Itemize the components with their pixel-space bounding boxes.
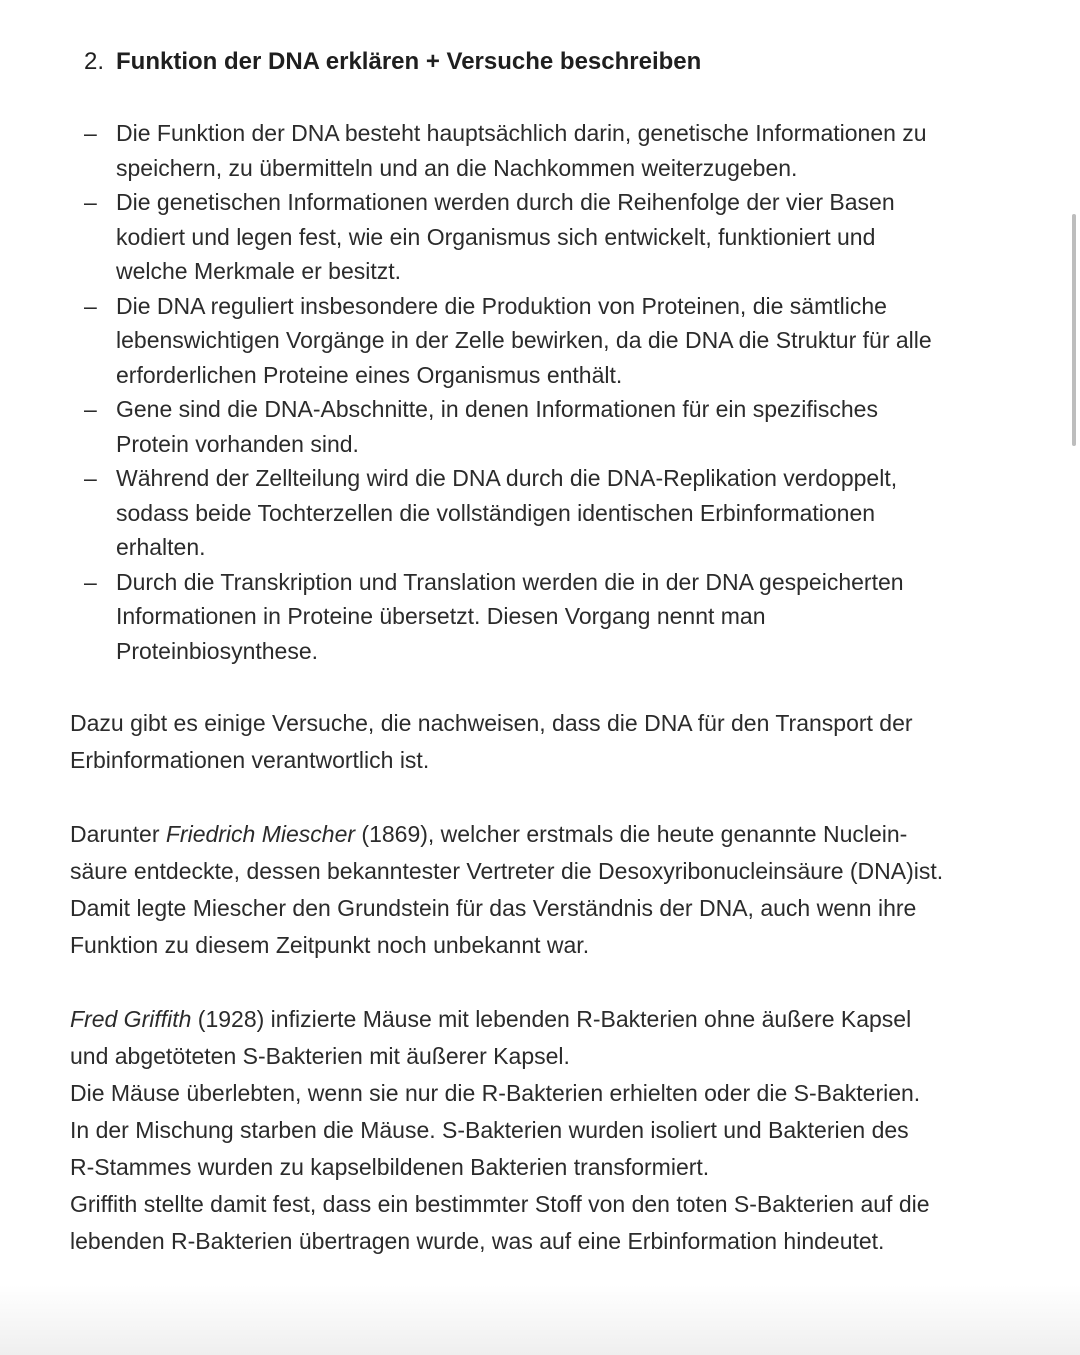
bullet-line: Protein vorhanden sind.: [116, 430, 359, 457]
bullet-line: erhalten.: [116, 534, 206, 560]
bullet-line: Die DNA reguliert insbesondere die Produktion von Proteinen, die sämtliche: [116, 292, 887, 319]
dash-marker: –: [84, 189, 97, 215]
page-bottom-shadow: [0, 1285, 1080, 1355]
scientist-name: Fred Griffith: [70, 1006, 192, 1032]
paragraph-line: lebenden R-Bakterien übertragen wurde, was auf eine Erbinformation hindeutet.: [70, 1228, 885, 1254]
bullet-line: Durch die Transkription und Translation werden die in der DNA gespeicherten: [116, 568, 904, 595]
dash-marker: –: [84, 120, 97, 146]
scientist-name: Friedrich Miescher: [165, 821, 356, 847]
paragraph-text: (1928) infizierte Mäuse mit lebenden R-Bakterien ohne äußere Kapsel: [191, 1006, 912, 1032]
paragraph-line: In der Mischung starben die Mäuse. S-Bakterien wurden isoliert und Bakterien des: [70, 1117, 909, 1143]
bullet-line: Während der Zellteilung wird die DNA durch die DNA-Replikation verdoppelt,: [116, 465, 898, 491]
dash-marker: –: [84, 465, 97, 491]
bullet-item: [84, 289, 1004, 393]
paragraph-line: [70, 1001, 1030, 1038]
section-number: 2.: [84, 48, 105, 75]
bullet-item: [84, 461, 1004, 565]
vertical-scrollbar[interactable]: [1072, 214, 1076, 446]
bullet-item: [84, 565, 1004, 669]
paragraph-text: (1869), welcher erstmals die heute genannte Nuclein-: [355, 821, 908, 847]
function-bullet-list: [84, 116, 1004, 668]
paragraph-line: Griffith stellte damit fest, dass ein bestimmter Stoff von den toten S-Bakterien auf die: [70, 1191, 930, 1217]
griffith-paragraph: [70, 1001, 1030, 1260]
paragraph-line: und abgetöteten S-Bakterien mit äußerer Kapsel.: [70, 1043, 570, 1069]
bullet-line: welche Merkmale er besitzt.: [116, 258, 402, 284]
miescher-paragraph: [70, 816, 1030, 964]
paragraph-line: R-Stammes wurden zu kapselbildenen Bakterien transformiert.: [70, 1154, 710, 1180]
paragraph-line: säure entdeckte, dessen bekanntester Vertreter die Desoxyribonucleinsäure (DNA)ist.: [70, 858, 944, 884]
bullet-item: [84, 185, 1004, 289]
dash-marker: –: [84, 568, 97, 595]
dash-marker: –: [84, 292, 97, 319]
paragraph-line: Die Mäuse überlebten, wenn sie nur die R-Bakterien erhielten oder die S-Bakterien.: [70, 1080, 921, 1106]
section-heading: [84, 44, 701, 80]
bullet-line: Informationen in Proteine übersetzt. Diesen Vorgang nennt man: [116, 603, 766, 629]
bullet-item: [84, 116, 1004, 185]
bullet-line: kodiert und legen fest, wie ein Organismus sich entwickelt, funktioniert und: [116, 223, 876, 250]
paragraph-line: Damit legte Miescher den Grundstein für das Verständnis der DNA, auch wenn ihre: [70, 895, 917, 921]
bullet-line: lebenswichtigen Vorgänge in der Zelle bewirken, da die DNA die Struktur für alle: [116, 327, 932, 353]
bullet-line: Die genetischen Informationen werden durch die Reihenfolge der vier Basen: [116, 189, 895, 215]
bullet-line: sodass beide Tochterzellen die vollständigen identischen Erbinformationen: [116, 499, 876, 526]
intro-paragraph: [70, 705, 1030, 779]
bullet-item: [84, 392, 1004, 461]
bullet-line: erforderlichen Proteine eines Organismus enthält.: [116, 361, 623, 388]
paragraph-line: [70, 816, 1030, 853]
paragraph-line: Erbinformationen verantwortlich ist.: [70, 747, 430, 773]
section-title: Funktion der DNA erklären + Versuche beschreiben: [116, 48, 702, 75]
paragraph-line: Dazu gibt es einige Versuche, die nachweisen, dass die DNA für den Transport der: [70, 710, 913, 736]
bullet-line: Gene sind die DNA-Abschnitte, in denen Informationen für ein spezifisches: [116, 396, 878, 422]
bullet-line: Proteinbiosynthese.: [116, 637, 319, 664]
paragraph-text: Darunter: [70, 821, 166, 847]
bullet-line: speichern, zu übermitteln und an die Nachkommen weiterzugeben.: [116, 154, 798, 181]
paragraph-line: Funktion zu diesem Zeitpunkt noch unbekannt war.: [70, 932, 590, 958]
dash-marker: –: [84, 396, 97, 422]
bullet-line: Die Funktion der DNA besteht hauptsächlich darin, genetische Informationen zu: [116, 120, 927, 146]
